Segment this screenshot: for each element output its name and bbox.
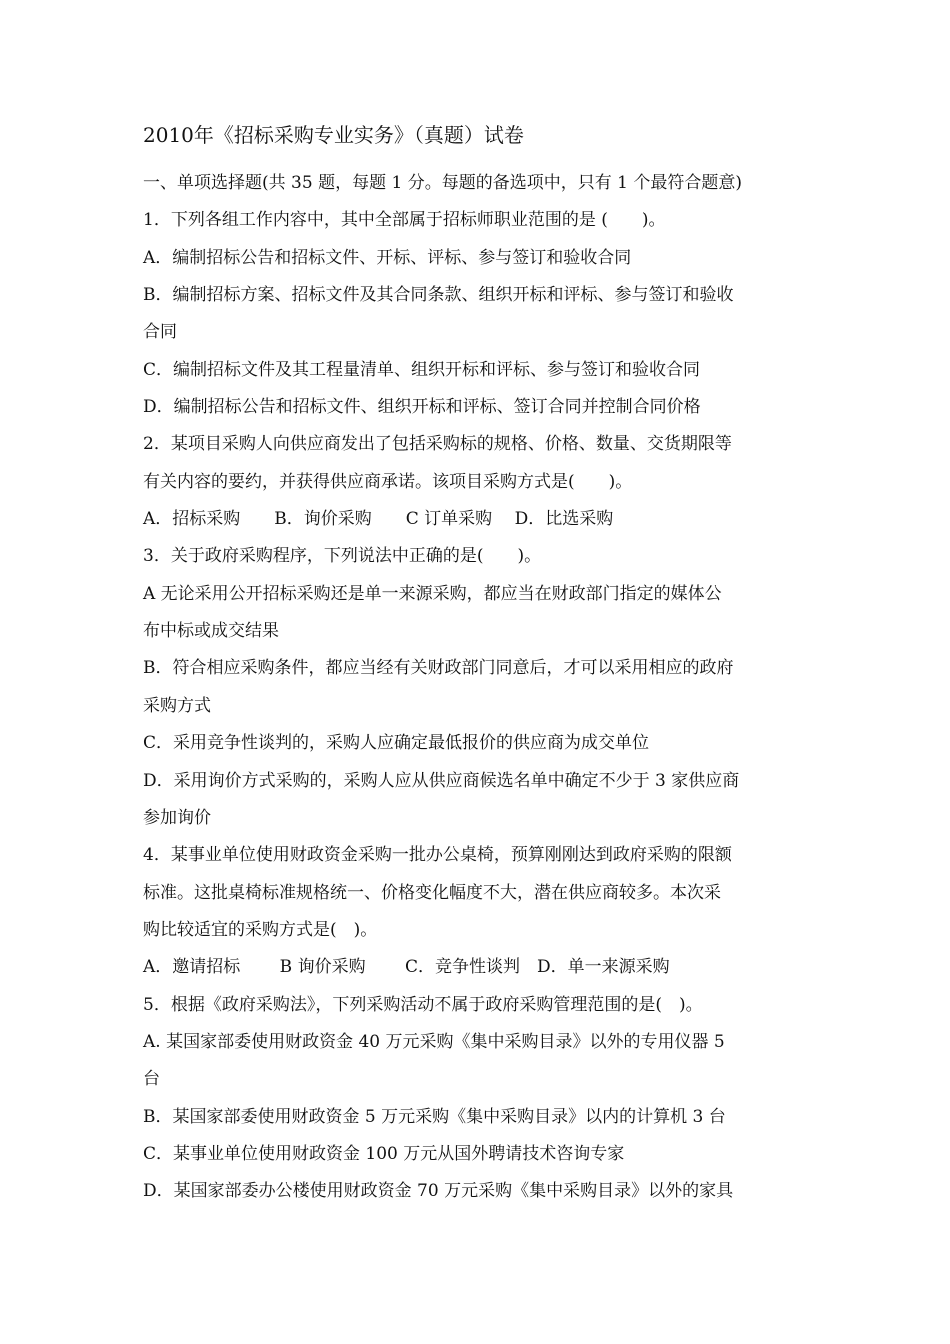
text-line: C．编制招标文件及其工程量清单、组织开标和评标、参与签订和验收合同 bbox=[143, 359, 701, 380]
text-line: D．采用询价方式采购的，采购人应从供应商候选名单中确定不少于 3 家供应商 bbox=[143, 770, 740, 791]
document-body bbox=[143, 169, 823, 1215]
text-line: 购比较适宜的采购方式是( )。 bbox=[143, 919, 378, 940]
text-line: D．某国家部委办公楼使用财政资金 70 万元采购《集中采购目录》以外的家具 bbox=[143, 1181, 734, 1202]
text-line: 参加询价 bbox=[143, 807, 211, 828]
text-line: 1．下列各组工作内容中，其中全部属于招标师职业范围的是 ( )。 bbox=[143, 210, 666, 231]
text-line: 合同 bbox=[143, 322, 177, 343]
text-line: C．采用竞争性谈判的，采购人应确定最低报价的供应商为成交单位 bbox=[143, 733, 650, 754]
text-line: 有关内容的要约，并获得供应商承诺。该项目采购方式是( )。 bbox=[143, 471, 633, 492]
text-line: 2．某项目采购人向供应商发出了包括采购标的规格、价格、数量、交货期限等 bbox=[143, 434, 732, 455]
page-title: 2010年《招标采购专业实务》（真题）试卷 bbox=[143, 123, 524, 147]
text-line: 布中标或成交结果 bbox=[143, 621, 279, 642]
text-line: B．某国家部委使用财政资金 5 万元采购《集中采购目录》以内的计算机 3 台 bbox=[143, 1106, 726, 1127]
text-line: B．符合相应采购条件，都应当经有关财政部门同意后，才可以采用相应的政府 bbox=[143, 658, 734, 679]
text-line: 一、单项选择题(共 35 题，每题 1 分。每题的备选项中，只有 1 个最符合题意) bbox=[143, 173, 742, 193]
text-line: 4．某事业单位使用财政资金采购一批办公桌椅，预算刚刚达到政府采购的限额 bbox=[143, 845, 732, 866]
text-line: C．某事业单位使用财政资金 100 万元从国外聘请技术咨询专家 bbox=[143, 1143, 625, 1164]
text-line: 采购方式 bbox=[143, 695, 211, 716]
text-line: A．招标采购 B．询价采购 C 订单采购 D．比选采购 bbox=[143, 509, 614, 530]
text-line: D．编制招标公告和招标文件、组织开标和评标、签订合同并控制合同价格 bbox=[143, 397, 701, 418]
text-line: A．编制招标公告和招标文件、开标、评标、参与签订和验收合同 bbox=[143, 247, 632, 268]
text-line: 3．关于政府采购程序，下列说法中正确的是( )。 bbox=[143, 546, 542, 567]
text-line: 5．根据《政府采购法》，下列采购活动不属于政府采购管理范围的是( )。 bbox=[143, 994, 703, 1015]
text-line: 台 bbox=[143, 1069, 160, 1090]
text-line: B．编制招标方案、招标文件及其合同条款、组织开标和评标、参与签订和验收 bbox=[143, 285, 734, 306]
text-line: A. 某国家部委使用财政资金 40 万元采购《集中采购目录》以外的专用仪器 5 bbox=[143, 1031, 725, 1052]
text-line: A．邀请招标 B 询价采购 C．竞争性谈判 D．单一来源采购 bbox=[143, 957, 670, 978]
text-line: A 无论采用公开招标采购还是单一来源采购，都应当在财政部门指定的媒体公 bbox=[143, 583, 722, 604]
text-line: 标准。这批桌椅标准规格统一、价格变化幅度不大，潜在供应商较多。本次采 bbox=[143, 882, 721, 903]
